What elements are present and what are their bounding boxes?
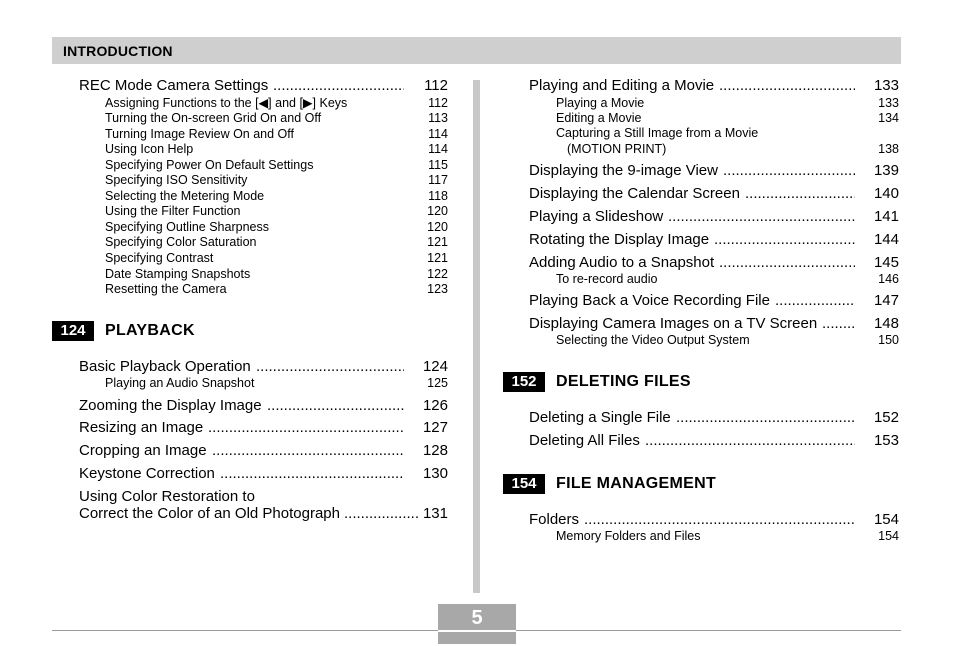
toc-page-number: 114 (428, 142, 448, 156)
toc-entry[interactable]: Displaying the 9-image View (529, 162, 718, 179)
toc-page-number: 153 (873, 432, 899, 449)
page-number: 5 (438, 604, 516, 632)
toc-page-number: 133 (878, 96, 899, 110)
toc-subentry[interactable]: Resetting the Camera (105, 282, 227, 296)
toc-leader-dots (273, 77, 404, 94)
toc-subentry[interactable]: Playing an Audio Snapshot (105, 376, 255, 390)
toc-entry[interactable]: Displaying the Calendar Screen (529, 185, 740, 202)
playback-page-badge: 124 (52, 321, 94, 341)
toc-subentry[interactable]: Specifying ISO Sensitivity (105, 173, 248, 187)
toc-leader-dots (220, 465, 404, 482)
file-management-section-title: FILE MANAGEMENT (556, 475, 717, 492)
toc-entry[interactable]: Cropping an Image (79, 442, 207, 459)
toc-page-number: 140 (873, 185, 899, 202)
toc-leader-dots (212, 442, 404, 459)
toc-page-number: 134 (878, 111, 899, 125)
toc-subentry[interactable]: Turning the On-screen Grid On and Off (105, 111, 322, 125)
toc-entry[interactable]: Playing a Slideshow (529, 208, 664, 225)
toc-entry[interactable]: Resizing an Image (79, 419, 204, 436)
deleting-section-title: DELETING FILES (556, 373, 691, 390)
toc-page-number: 145 (873, 254, 899, 271)
page-number-box (438, 604, 516, 644)
toc-entry[interactable]: Keystone Correction (79, 465, 215, 482)
toc-subentry[interactable]: Specifying Power On Default Settings (105, 158, 314, 172)
toc-page-number: 112 (428, 96, 448, 110)
toc-subentry[interactable]: Playing a Movie (556, 96, 645, 110)
toc-page-number: 147 (873, 292, 899, 309)
toc-page-number: 126 (422, 397, 448, 414)
toc-subentry[interactable]: Specifying Color Saturation (105, 235, 257, 249)
toc-page-number: 114 (428, 127, 448, 141)
toc-page-number: 121 (427, 251, 448, 265)
toc-subentry[interactable]: Specifying Outline Sharpness (105, 220, 269, 234)
toc-subentry[interactable]: Selecting the Metering Mode (105, 189, 265, 203)
toc-subentry[interactable]: Memory Folders and Files (556, 529, 701, 543)
section-header-title: INTRODUCTION (63, 43, 173, 59)
toc-entry[interactable]: Playing and Editing a Movie (529, 77, 715, 94)
toc-entry[interactable]: Adding Audio to a Snapshot (529, 254, 715, 271)
toc-page-number: 118 (428, 189, 448, 203)
toc-subentry[interactable]: Using Icon Help (105, 142, 194, 156)
section-header-bar (52, 37, 901, 64)
toc-page-number: 152 (873, 409, 899, 426)
page-number-band (438, 630, 516, 632)
toc-entry-capture-line1[interactable]: Capturing a Still Image from a Movie (556, 126, 759, 140)
toc-leader-dots (714, 231, 855, 248)
file-management-page-badge: 154 (503, 474, 545, 494)
toc-page-number: 112 (424, 77, 448, 94)
toc-leader-dots (256, 358, 404, 375)
toc-page-number: 122 (427, 267, 448, 281)
toc-entry[interactable]: Basic Playback Operation (79, 358, 251, 375)
toc-subentry[interactable]: Selecting the Video Output System (556, 333, 750, 347)
toc-entry[interactable]: Deleting a Single File (529, 409, 671, 426)
toc-leader-dots (267, 397, 404, 414)
toc-leader-dots (719, 77, 855, 94)
toc-page-number: 150 (878, 333, 899, 347)
toc-page-number: 120 (427, 220, 448, 234)
playback-section-title: PLAYBACK (105, 322, 195, 339)
toc-leader-dots (584, 511, 855, 528)
deleting-page-badge: 152 (503, 372, 545, 392)
toc-leader-dots (668, 208, 855, 225)
toc-page-number: 138 (878, 142, 899, 156)
toc-entry[interactable]: Playing Back a Voice Recording File (529, 292, 770, 309)
toc-page-number: 133 (873, 77, 899, 94)
toc-page-number: 130 (422, 465, 448, 482)
toc-subentry[interactable]: Editing a Movie (556, 111, 642, 125)
toc-entry-capture-line2[interactable]: (MOTION PRINT) (567, 142, 667, 156)
toc-page-number: 117 (428, 173, 448, 187)
toc-page-number: 139 (873, 162, 899, 179)
toc-leader-dots (822, 315, 855, 332)
toc-subentry[interactable]: Assigning Functions to the [◀] and [▶] Keys (105, 96, 348, 110)
toc-page-number: 128 (422, 442, 448, 459)
toc-subentry[interactable]: Using the Filter Function (105, 204, 241, 218)
toc-leader-dots (344, 505, 418, 522)
toc-page-number: 141 (873, 208, 899, 225)
toc-page-number: 125 (427, 376, 448, 390)
toc-entry-restoration-line2[interactable]: Correct the Color of an Old Photograph (79, 505, 340, 522)
toc-page-number: 146 (878, 272, 899, 286)
toc-entry[interactable]: Rotating the Display Image (529, 231, 710, 248)
toc-page-number: 113 (428, 111, 448, 125)
toc-leader-dots (745, 185, 855, 202)
toc-subentry[interactable]: To re-record audio (556, 272, 658, 286)
toc-leader-dots (676, 409, 855, 426)
toc-page-number: 131 (422, 505, 448, 522)
toc-page-number: 144 (873, 231, 899, 248)
toc-leader-dots (208, 419, 404, 436)
toc-entry[interactable]: Deleting All Files (529, 432, 640, 449)
toc-leader-dots (775, 292, 855, 309)
toc-page-number: 120 (427, 204, 448, 218)
toc-page-number: 154 (878, 529, 899, 543)
toc-page-number: 154 (873, 511, 899, 528)
toc-page-number: 115 (428, 158, 448, 172)
toc-entry[interactable]: Displaying Camera Images on a TV Screen (529, 315, 818, 332)
toc-entry[interactable]: Folders (529, 511, 580, 528)
toc-page-number: 124 (422, 358, 448, 375)
toc-subentry[interactable]: Date Stamping Snapshots (105, 267, 251, 281)
column-divider (473, 80, 480, 593)
toc-page-number: 148 (873, 315, 899, 332)
toc-page-number: 127 (422, 419, 448, 436)
toc-leader-dots (719, 254, 855, 271)
toc-entry-restoration-line1[interactable]: Using Color Restoration to (79, 488, 255, 505)
toc-subentry[interactable]: Specifying Contrast (105, 251, 214, 265)
toc-subentry[interactable]: Turning Image Review On and Off (105, 127, 294, 141)
toc-page-number: 121 (427, 235, 448, 249)
toc-leader-dots (645, 432, 855, 449)
toc-entry[interactable]: REC Mode Camera Settings (79, 77, 269, 94)
toc-leader-dots (723, 162, 855, 179)
toc-page-number: 123 (427, 282, 448, 296)
toc-entry[interactable]: Zooming the Display Image (79, 397, 262, 414)
